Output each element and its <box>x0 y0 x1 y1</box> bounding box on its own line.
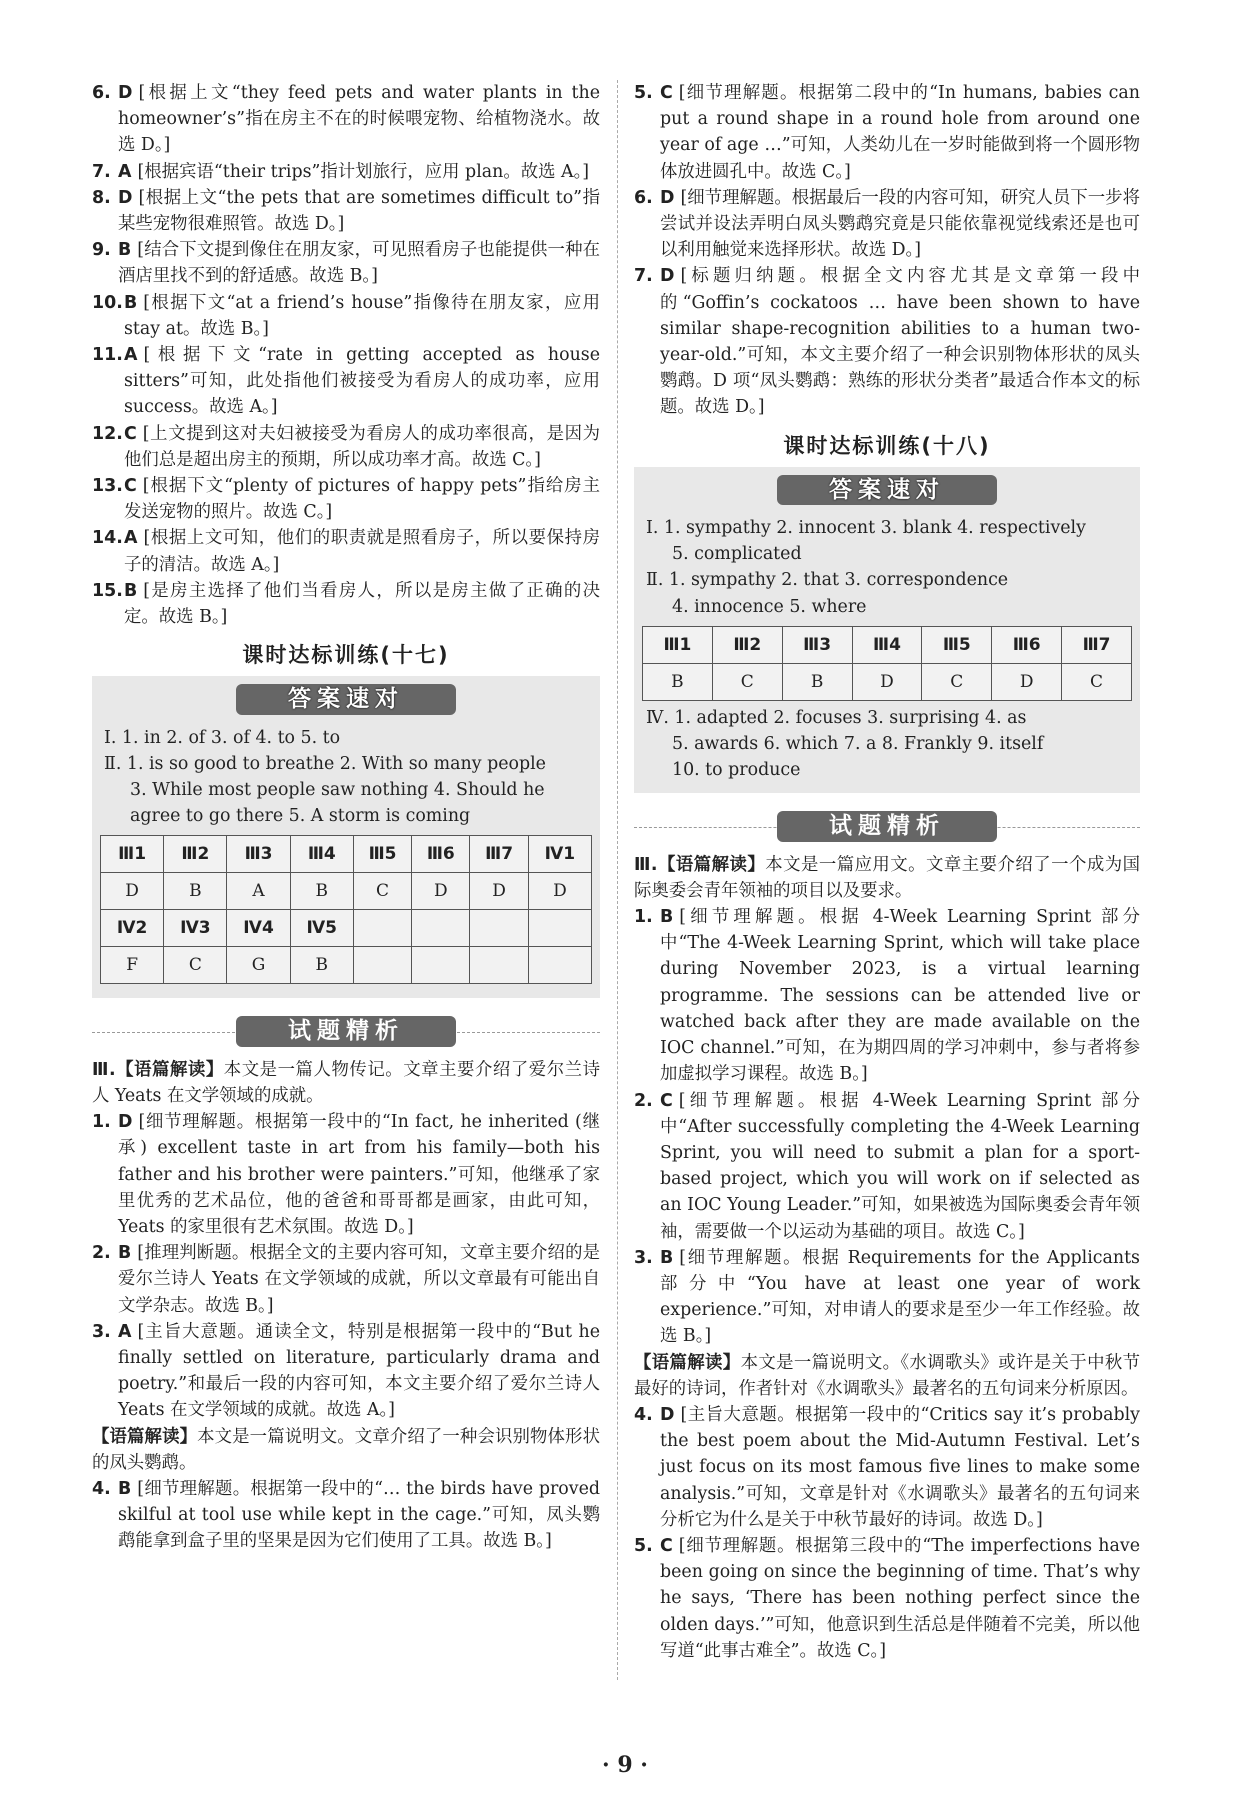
answer-item <box>92 473 600 525</box>
table-cell: Ⅲ6 <box>992 626 1062 663</box>
table-cell: D <box>992 663 1062 700</box>
item-answer: C <box>124 423 137 444</box>
item-answer: D <box>660 1404 675 1425</box>
item-answer: A <box>118 1321 132 1342</box>
answer-item <box>634 263 1140 420</box>
quick-line: Ⅰ. 1. in 2. of 3. of 4. to 5. to <box>104 727 341 748</box>
answer-item <box>634 904 1140 1087</box>
table-cell: Ⅲ3 <box>782 626 852 663</box>
item-answer: B <box>124 292 138 313</box>
item-number: 3. <box>634 1247 653 1268</box>
item-explanation: [细节理解题。根据 4-Week Learning Sprint 部分中“The 4-Week Learning Sprint, which will take place during November 2023, is a virtual learning programme. The sessions can be attended live or watched back after they are made available on the IOC channel.”可知，在为期四周的学习冲刺中，参与者将参加虚拟学习课程。故选 B。] <box>660 907 1140 1085</box>
item-number: 4. <box>634 1404 653 1425</box>
answer-item <box>92 1109 600 1240</box>
item-answer: A <box>118 161 132 182</box>
table-cell: Ⅳ1 <box>528 836 591 873</box>
item-number: 2. <box>634 1090 653 1111</box>
item-answer: B <box>124 580 138 601</box>
item-number: 5. <box>634 83 653 103</box>
table-cell: D <box>101 873 164 910</box>
item-explanation: [结合下文提到像住在朋友家，可见照看房子也能提供一种在酒店里找不到的舒适感。故选 B。] <box>118 240 600 287</box>
item-explanation: [细节理解题。根据第三段中的“The imperfections have been going on since the beginning of time. That’s why he says, ‘There has been nothing perfect since the olden days.’”可知，他意识到生活总是伴随着不完美，所以他写道“此事古难全”。故选 C。] <box>660 1535 1140 1661</box>
item-number: 11. <box>92 345 123 366</box>
item-explanation: [上文提到这对夫妇被接受为看房人的成功率很高，是因为他们总是超出房主的预期，所以成功率才高。故选 C。] <box>124 423 600 470</box>
left-answer-list-1 <box>92 80 600 630</box>
table-cell: D <box>528 873 591 910</box>
answer-item <box>634 80 1140 185</box>
table-cell: Ⅳ3 <box>164 910 227 947</box>
item-explanation: [主旨大意题。通读全文，特别是根据第一段中的“But he finally settled on literature, particularly drama and poetry.”和最后一段的内容可知，本文主要介绍了爱尔兰诗人 Yeats 在文学领域的成就。故选 A。] <box>118 1321 600 1421</box>
passage-summary <box>634 852 1140 904</box>
table-cell: C <box>922 663 992 700</box>
answer-item <box>634 1088 1140 1245</box>
right-answer-list-2 <box>634 904 1140 1349</box>
table-cell <box>528 947 591 984</box>
table-cell: Ⅲ7 <box>1062 626 1132 663</box>
passage-label: Ⅲ.【语篇解读】 <box>92 1059 224 1080</box>
item-answer: C <box>660 83 673 103</box>
item-number: 8. <box>92 187 111 208</box>
quick-line: Ⅱ. 1. is so good to breathe 2. With so many people <box>104 753 546 774</box>
item-explanation: [主旨大意题。根据第一段中的“Critics say it’s probably the best poem about the Mid-Autumn Festival. Let’s just focus on its most famous five lines to make some analysis.”可知，文章是针对《水调歌头》最著名的五句词来分析它为什么是关于中秋节最好的诗词。故选 D。] <box>660 1404 1140 1530</box>
left-answer-list-2 <box>92 1109 600 1423</box>
passage-summary <box>92 1057 600 1109</box>
answer-item <box>92 1240 600 1319</box>
table-cell: F <box>101 947 164 984</box>
table-row <box>101 873 592 910</box>
item-number: 3. <box>92 1321 111 1342</box>
answer-item <box>634 1402 1140 1533</box>
quick-line: 3. While most people saw nothing 4. Should he <box>130 780 545 801</box>
right-column <box>634 80 1140 1664</box>
passage-text: 本文是一篇应用文。文章主要介绍了一个成为国际奥委会青年领袖的项目以及要求。 <box>634 854 1140 901</box>
right-answer-list-1 <box>634 80 1140 421</box>
analysis-banner: 试题精析 <box>236 1016 456 1046</box>
item-explanation: [细节理解题。根据最后一段的内容可知，研究人员下一步将尝试并设法弄明白凤头鹦鹉究竟是只能依靠视觉线索还是也可以利用触觉来选择形状。故选 D。] <box>660 187 1140 261</box>
table-cell: Ⅲ2 <box>164 836 227 873</box>
item-number: 9. <box>92 240 111 261</box>
table-cell: B <box>290 873 353 910</box>
item-number: 10. <box>92 292 123 313</box>
page-number: · 9 · <box>602 1752 648 1778</box>
table-cell <box>412 947 470 984</box>
quick-answers <box>642 515 1132 620</box>
item-explanation: [根据下文“rate in getting accepted as house sitters”可知，此处指他们被接受为看房人的成功率，应用 success。故选 A。] <box>124 345 600 418</box>
table-cell <box>470 910 528 947</box>
table-cell: Ⅲ4 <box>290 836 353 873</box>
answer-item <box>634 1245 1140 1350</box>
item-number: 13. <box>92 476 123 497</box>
item-explanation: [推理判断题。根据全文的主要内容可知，文章主要介绍的是爱尔兰诗人 Yeats 在文学领域的成就，所以文章最有可能出自文学杂志。故选 B。] <box>118 1243 600 1316</box>
table-cell: C <box>164 947 227 984</box>
table-cell <box>353 910 411 947</box>
answer-item <box>634 185 1140 264</box>
table-cell: Ⅲ3 <box>227 836 290 873</box>
quick-answers <box>100 725 592 830</box>
item-explanation: [标题归纳题。根据全文内容尤其是文章第一段中的“Goffin’s cockatoos … have been shown to have similar shape-recognition abilities to a human two-year-old.”可知，本文主要介绍了一种会识别物体形状的凤头鹦鹉。D 项“凤头鹦鹉：熟练的形状分类者”最适合作本文的标题。故选 D。] <box>660 266 1140 418</box>
item-explanation: [细节理解题。根据第一段中的“… the birds have proved skilful at tool use while kept in the cage.”可知，凤头鹦鹉能拿到盒子里的坚果是因为它们使用了工具。故选 B。] <box>118 1478 600 1552</box>
passage-summary <box>634 1350 1140 1402</box>
table-cell: Ⅲ5 <box>353 836 411 873</box>
passage-label: 【语篇解读】 <box>634 1352 741 1373</box>
item-number: 2. <box>92 1243 111 1264</box>
item-answer: B <box>118 1478 132 1499</box>
item-number: 7. <box>92 161 111 182</box>
answer-item <box>92 159 600 185</box>
table-cell: D <box>852 663 922 700</box>
quick-answers-2 <box>642 705 1132 784</box>
table-cell <box>528 910 591 947</box>
answer-item <box>92 1476 600 1555</box>
table-cell: Ⅲ6 <box>412 836 470 873</box>
item-answer: D <box>660 266 675 287</box>
passage-summary <box>92 1424 600 1476</box>
item-explanation: [根据上文可知，他们的职责就是照看房子，所以要保持房子的清洁。故选 A。] <box>124 528 600 575</box>
table-cell: Ⅳ2 <box>101 910 164 947</box>
item-number: 1. <box>92 1112 111 1133</box>
table-cell <box>412 910 470 947</box>
table-row <box>101 910 592 947</box>
passage-label: Ⅲ.【语篇解读】 <box>634 854 766 875</box>
answer-item <box>92 421 600 473</box>
answer-item <box>92 237 600 289</box>
quick-line: 5. awards 6. which 7. a 8. Frankly 9. itself <box>672 734 1044 755</box>
table-cell: Ⅲ1 <box>643 626 713 663</box>
left-column <box>92 80 600 1555</box>
item-answer: A <box>124 345 138 366</box>
item-answer: B <box>118 1243 132 1264</box>
table-cell <box>353 947 411 984</box>
answer-item <box>92 80 600 159</box>
item-answer: B <box>660 907 674 928</box>
item-answer: C <box>124 476 137 497</box>
answer-item <box>634 1533 1140 1664</box>
answer-item <box>92 185 600 237</box>
table-row <box>101 836 592 873</box>
table-cell: D <box>470 873 528 910</box>
answer-table-18 <box>642 626 1132 701</box>
table-cell: Ⅳ4 <box>227 910 290 947</box>
item-explanation: [是房主选择了他们当看房人，所以是房主做了正确的决定。故选 B。] <box>124 580 600 628</box>
item-number: 6. <box>92 83 111 103</box>
passage-text: 本文是一篇说明文。《水调歌头》或许是关于中秋节最好的诗词，作者针对《水调歌头》最著名的五句词来分析原因。 <box>634 1352 1140 1399</box>
table-cell: B <box>290 947 353 984</box>
table-cell: Ⅳ5 <box>290 910 353 947</box>
item-number: 6. <box>634 187 653 208</box>
item-number: 1. <box>634 907 653 928</box>
item-explanation: [根据下文“at a friend’s house”指像待在朋友家，应用 stay at。故选 B。] <box>124 292 600 339</box>
item-number: 14. <box>92 528 123 549</box>
table-cell: B <box>782 663 852 700</box>
table-cell <box>470 947 528 984</box>
left-answer-list-3 <box>92 1476 600 1555</box>
quick-line: Ⅱ. 1. sympathy 2. that 3. correspondence <box>646 570 1009 591</box>
item-number: 7. <box>634 266 653 287</box>
right-answer-list-3 <box>634 1402 1140 1664</box>
answer-item <box>92 525 600 577</box>
column-divider <box>617 80 618 1680</box>
table-cell: D <box>412 873 470 910</box>
answer-table-17 <box>100 835 592 984</box>
quick-answers-box-18 <box>634 467 1140 794</box>
table-row <box>643 626 1132 663</box>
answer-item <box>92 578 600 630</box>
table-cell: G <box>227 947 290 984</box>
item-answer: A <box>124 528 138 549</box>
passage-text: 本文是一篇说明文。文章介绍了一种会识别物体形状的凤头鹦鹉。 <box>92 1426 600 1473</box>
quick-line: 10. to produce <box>672 760 801 781</box>
table-cell: Ⅲ7 <box>470 836 528 873</box>
table-cell: B <box>164 873 227 910</box>
quick-answers-banner: 答案速对 <box>777 475 997 505</box>
table-cell: C <box>1062 663 1132 700</box>
quick-line: Ⅳ. 1. adapted 2. focuses 3. surprising 4. as <box>646 707 1027 728</box>
table-cell: Ⅲ5 <box>922 626 992 663</box>
table-cell: Ⅲ1 <box>101 836 164 873</box>
item-answer: D <box>660 187 675 208</box>
item-explanation: [根据上文“the pets that are sometimes difficult to”指某些宠物很难照管。故选 D。] <box>118 187 600 235</box>
item-answer: D <box>118 1112 133 1133</box>
section-title-17: 课时达标训练(十七) <box>242 643 450 668</box>
item-explanation: [根据宾语“their trips”指计划旅行，应用 plan。故选 A。] <box>137 161 590 182</box>
item-explanation: [细节理解题。根据第一段中的“In fact, he inherited (继承) excellent taste in art from his family—both his father and his brother were painters.”可知，他继承了家里优秀的艺术品位，他的爸爸和哥哥都是画家，由此可知，Yeats 的家里很有艺术氛围。故选 D。] <box>118 1112 600 1237</box>
quick-answers-banner: 答案速对 <box>236 684 456 714</box>
quick-line: 4. innocence 5. where <box>672 596 867 617</box>
item-number: 4. <box>92 1478 111 1499</box>
item-number: 12. <box>92 423 123 444</box>
item-number: 5. <box>634 1535 653 1556</box>
passage-text: 本文是一篇人物传记。文章主要介绍了爱尔兰诗人 Yeats 在文学领域的成就。 <box>92 1059 600 1106</box>
table-row <box>101 947 592 984</box>
item-answer: B <box>660 1247 674 1268</box>
table-cell: B <box>643 663 713 700</box>
analysis-banner: 试题精析 <box>777 811 997 841</box>
item-explanation: [根据上文“they feed pets and water plants in the homeowner’s”指在房主不在的时候喂宠物、给植物浇水。故选 D。] <box>118 83 600 156</box>
table-cell: Ⅲ4 <box>852 626 922 663</box>
answer-item <box>92 342 600 421</box>
item-explanation: [细节理解题。根据 4-Week Learning Sprint 部分中“After successfully completing the 4-Week Learning Sprint, you will need to submit a plan for a sport-based project, which you will work on if selected as an IOC Young Leader.”可知，如果被选为国际奥委会青年领袖，需要做一个以运动为基础的项目。故选 C。] <box>660 1090 1140 1242</box>
item-answer: C <box>660 1535 673 1556</box>
quick-line: Ⅰ. 1. sympathy 2. innocent 3. blank 4. respectively <box>646 518 1086 539</box>
item-number: 15. <box>92 580 123 601</box>
item-explanation: [细节理解题。根据 Requirements for the Applicants 部分中“You have at least one year of work experience.”可知，对申请人的要求是至少一年工作经验。故选 B。] <box>660 1247 1140 1347</box>
table-cell: Ⅲ2 <box>712 626 782 663</box>
item-answer: B <box>118 240 132 261</box>
item-answer: D <box>118 83 133 103</box>
item-answer: C <box>660 1090 673 1111</box>
item-answer: D <box>118 187 133 208</box>
quick-answers-box-17 <box>92 676 600 998</box>
analysis-banner-wrap <box>92 1016 600 1046</box>
table-cell: C <box>712 663 782 700</box>
passage-label: 【语篇解读】 <box>92 1426 198 1447</box>
quick-line: 5. complicated <box>672 544 802 565</box>
item-explanation: [细节理解题。根据第二段中的“In humans, babies can put a round shape in a round hole from around one year of age …”可知，人类幼儿在一岁时能做到将一个圆形物体放进圆孔中。故选 C。] <box>660 83 1140 182</box>
table-cell: C <box>353 873 411 910</box>
answer-item <box>92 290 600 342</box>
table-row <box>643 663 1132 700</box>
table-cell: A <box>227 873 290 910</box>
analysis-banner-wrap <box>634 811 1140 841</box>
section-title-18: 课时达标训练(十八) <box>783 433 991 458</box>
answer-item <box>92 1319 600 1424</box>
quick-line: agree to go there 5. A storm is coming <box>130 806 471 827</box>
item-explanation: [根据下文“plenty of pictures of happy pets”指给房主发送宠物的照片。故选 C。] <box>124 476 600 523</box>
